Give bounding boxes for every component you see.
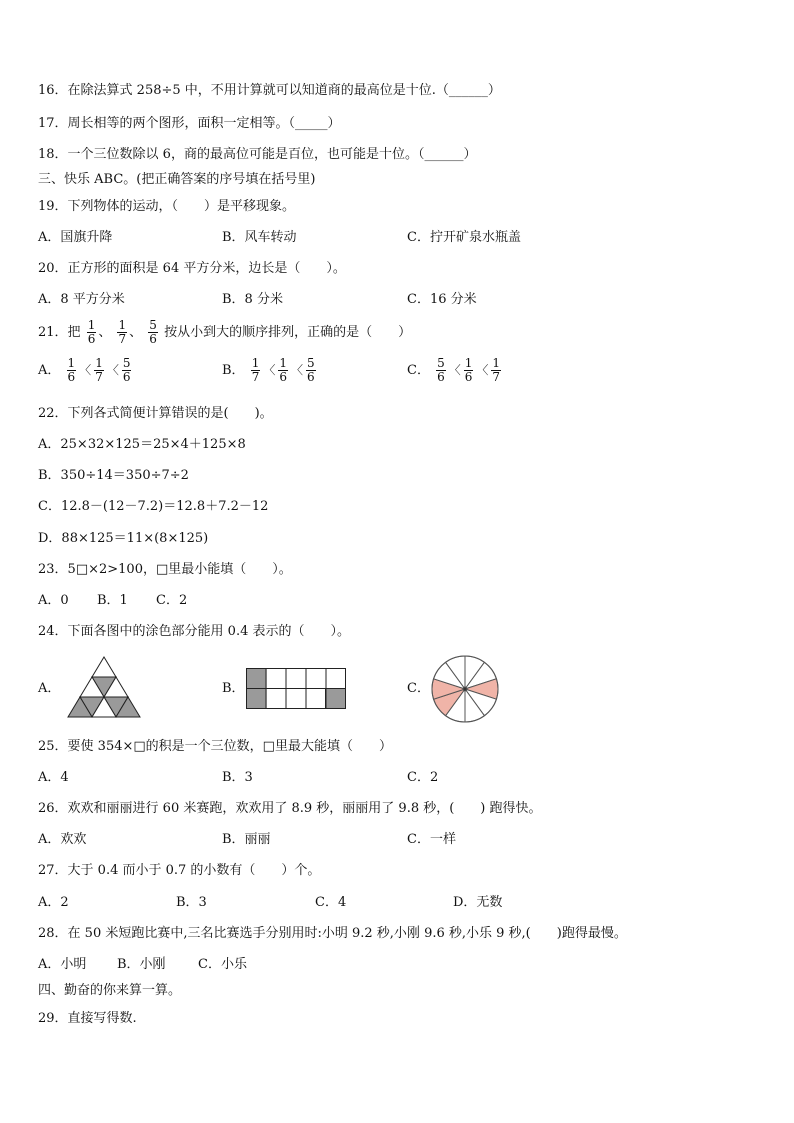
fraction: $\frac{5}{6}$ bbox=[149, 318, 157, 346]
q28-option-c: C．小乐 bbox=[198, 957, 247, 972]
q23-option-c: C．2 bbox=[156, 593, 188, 608]
q27-option-c: C．4 bbox=[315, 895, 347, 910]
q27-option-d: D．无数 bbox=[453, 895, 503, 910]
question-19-stem: 19．下列物体的运动，（ ）是平移现象。 bbox=[38, 199, 296, 214]
fraction: $\frac{1}{7}$ bbox=[118, 318, 127, 346]
q28-option-b: B．小刚 bbox=[117, 957, 166, 972]
q21-prefix: 21．把 bbox=[38, 325, 81, 340]
q24-circle-figure bbox=[430, 654, 500, 724]
question-28-stem: 28．在 50 米短跑比赛中,三名比赛选手分别用时:小明 9.2 秒,小刚 9.6 秒,小乐 9 秒,( )跑得最慢。 bbox=[38, 926, 627, 941]
q25-option-c: C．2 bbox=[407, 770, 439, 785]
q20-option-a: A．8 平方分米 bbox=[38, 292, 125, 307]
q24-option-a-label: A． bbox=[38, 681, 61, 696]
q21-suffix: 按从小到大的顺序排列，正确的是（ ） bbox=[164, 325, 412, 340]
q24-option-b-label: B． bbox=[222, 681, 245, 696]
q19-option-a: A．国旗升降 bbox=[38, 230, 113, 245]
q27-option-b: B．3 bbox=[176, 895, 207, 910]
q22-option-d: D．88×125＝11×(8×125) bbox=[38, 531, 209, 546]
q26-option-a: A．欢欢 bbox=[38, 832, 87, 847]
question-21-stem: 21．把 $\frac{1}{6}$ 、 $\frac{1}{7}$ 、 $\frac{5}{6}$ 按从小到大的顺序排列，正确的是（ ） bbox=[38, 318, 412, 346]
question-22-stem: 22．下列各式简便计算错误的是( )。 bbox=[38, 406, 273, 421]
q19-option-b: B．风车转动 bbox=[222, 230, 297, 245]
q21-option-b: B． $\frac{1}{7}$ 〈 $\frac{1}{6}$ 〈 $\frac{5}{6}$ bbox=[222, 356, 315, 384]
q21-option-a: A． $\frac{1}{6}$ 〈 $\frac{1}{7}$ 〈 $\frac{5}{6}$ bbox=[38, 356, 131, 384]
q24-triangle-figure bbox=[64, 655, 144, 723]
question-27-stem: 27．大于 0.4 而小于 0.7 的小数有（ ）个。 bbox=[38, 863, 321, 878]
q21-option-c: C． $\frac{5}{6}$ 〈 $\frac{1}{6}$ 〈 $\frac{1}{7}$ bbox=[407, 356, 501, 384]
section-3-heading: 三、快乐 ABC。(把正确答案的序号填在括号里) bbox=[38, 172, 316, 187]
question-24-stem: 24．下面各图中的涂色部分能用 0.4 表示的（ ）。 bbox=[38, 624, 350, 639]
question-20-stem: 20．正方形的面积是 64 平方分米，边长是（ ）。 bbox=[38, 261, 346, 276]
q22-option-b: B．350÷14＝350÷7÷2 bbox=[38, 468, 189, 483]
question-23-stem: 23．5□×2>100，□里最小能填（ ）。 bbox=[38, 562, 292, 577]
q24-grid-figure bbox=[246, 668, 346, 710]
question-25-stem: 25．要使 354×□的积是一个三位数，□里最大能填（ ） bbox=[38, 739, 392, 754]
q25-option-a: A．4 bbox=[38, 770, 69, 785]
q19-option-c: C．拧开矿泉水瓶盖 bbox=[407, 230, 521, 245]
question-29: 29．直接写得数. bbox=[38, 1011, 137, 1026]
question-26-stem: 26．欢欢和丽丽进行 60 米赛跑，欢欢用了 8.9 秒，丽丽用了 9.8 秒，( ) 跑得快。 bbox=[38, 801, 542, 816]
q23-option-b: B．1 bbox=[97, 593, 128, 608]
q20-option-c: C．16 分米 bbox=[407, 292, 477, 307]
q22-option-a: A．25×32×125＝25×4＋125×8 bbox=[38, 437, 246, 452]
q24-option-c-label: C． bbox=[407, 681, 430, 696]
section-4-heading: 四、勤奋的你来算一算。 bbox=[38, 983, 182, 998]
q25-option-b: B．3 bbox=[222, 770, 253, 785]
q26-option-b: B．丽丽 bbox=[222, 832, 271, 847]
q23-option-a: A．0 bbox=[38, 593, 69, 608]
q28-option-a: A．小明 bbox=[38, 957, 87, 972]
circle-center bbox=[463, 687, 467, 691]
q22-option-c: C．12.8－(12－7.2)＝12.8＋7.2－12 bbox=[38, 499, 269, 514]
question-16: 16．在除法算式 258÷5 中，不用计算就可以知道商的最高位是十位.（______） bbox=[38, 83, 501, 98]
fraction: $\frac{1}{6}$ bbox=[87, 318, 96, 346]
question-17: 17．周长相等的两个图形，面积一定相等。（_____） bbox=[38, 116, 341, 131]
q27-option-a: A．2 bbox=[38, 895, 69, 910]
q20-option-b: B．8 分米 bbox=[222, 292, 283, 307]
q26-option-c: C．一样 bbox=[407, 832, 456, 847]
question-18: 18．一个三位数除以 6，商的最高位可能是百位，也可能是十位。（______） bbox=[38, 147, 477, 162]
